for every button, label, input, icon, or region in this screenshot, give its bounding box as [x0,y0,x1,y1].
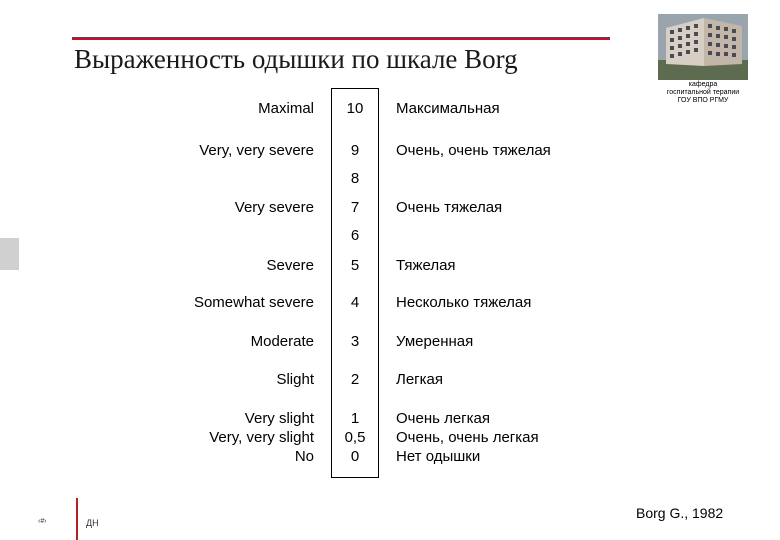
scale-label-ru: Максимальная [396,100,500,117]
scale-score: 10 [346,100,364,117]
scale-label-ru: Легкая [396,371,444,388]
source-citation: Borg G., 1982 [636,505,724,521]
logo-caption-line: госпитальной терапии [666,89,740,96]
scale-label-ru: Очень, очень легкая [396,429,539,446]
scale-label-ru: Несколько тяжелая [396,294,532,311]
scale-label-ru: Тяжелая [396,257,456,274]
scale-label-ru: Очень тяжелая [396,199,503,216]
scale-label-en: Slight [276,371,314,388]
footer-divider [76,498,78,540]
logo-caption [650,81,756,105]
scale-label-en: Somewhat severe [193,294,314,311]
footer-initials: ДН [86,518,99,528]
scale-label-ru: Умеренная [396,333,474,350]
scale-label-en: Very, very severe [199,142,314,159]
scale-label-en: No [294,448,314,465]
scale-score: 0,5 [344,429,366,446]
logo-caption-line: кафедра [688,81,718,88]
scale-score: 3 [350,333,360,350]
scale-label-en: Very, very slight [209,429,314,446]
scale-label-en: Very slight [244,410,314,427]
scale-score: 6 [350,227,360,244]
page-number-placeholder: ‹#› [38,518,47,525]
scale-label-en: Maximal [258,100,314,117]
scale-score: 4 [350,294,360,311]
scale-label-en: Moderate [250,333,314,350]
scale-score: 7 [350,199,360,216]
side-tab [0,238,19,270]
scale-label-ru: Очень, очень тяжелая [396,142,551,159]
slide-title: Выраженность одышки по шкале Borg [74,44,518,74]
logo-caption-line: ГОУ ВПО РГМУ [677,97,729,104]
scale-label-en: Severe [266,257,314,274]
scale-score: 9 [350,142,360,159]
scale-score: 1 [350,410,360,427]
scale-score: 2 [350,371,360,388]
scale-score: 0 [350,448,360,465]
scale-label-en: Very severe [234,199,314,216]
building-logo-image [658,14,748,80]
scale-score: 5 [350,257,360,274]
title-underline [72,37,610,40]
scale-score: 8 [350,170,360,187]
scale-label-ru: Нет одышки [396,448,481,465]
scale-label-ru: Очень легкая [396,410,491,427]
